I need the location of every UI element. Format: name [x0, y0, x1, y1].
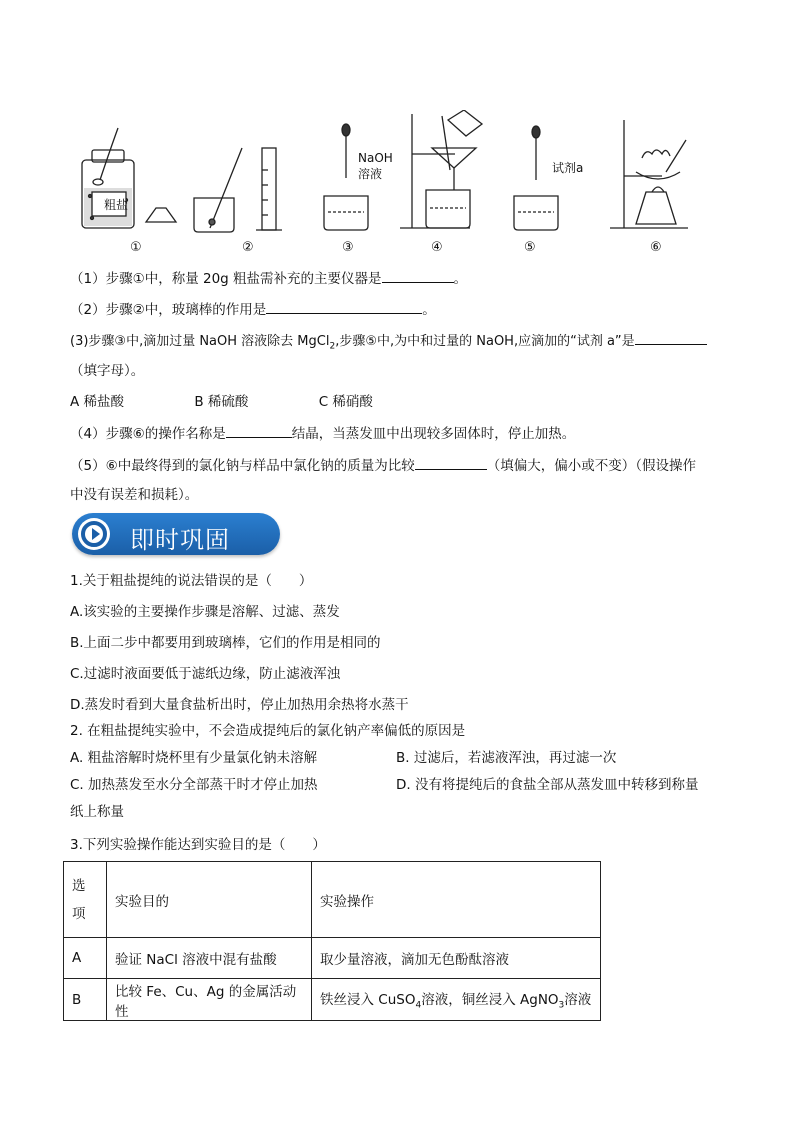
- section-title: 即时巩固: [130, 526, 230, 554]
- answer-blank[interactable]: [226, 423, 292, 438]
- practice-2-option-d: D. 没有将提纯后的食盐全部从蒸发皿中转移到称量: [396, 777, 699, 793]
- step-1-label: ①: [130, 240, 142, 255]
- practice-1-stem: 1.关于粗盐提纯的说法错误的是（ ）: [70, 573, 313, 589]
- reagent-jar-illustration: [82, 128, 176, 228]
- step-6-label: ⑥: [650, 240, 662, 255]
- step-5-label: ⑤: [524, 240, 536, 255]
- step-2-label: ②: [242, 240, 254, 255]
- step-4-label: ④: [431, 240, 443, 255]
- question-5: （5）⑥中最终得到的氯化钠与样品中氯化钠的质量为比较 （填偏大，偏小或不变）（假设操作: [70, 455, 696, 476]
- section-banner: [72, 513, 282, 557]
- table-row: B 比较 Fe、Cu、Ag 的金属活动性 铁丝浸入 CuSO$_4$溶液，铜丝浸入 AgNO$_3$溶液: [64, 979, 601, 1021]
- reagent-a-label: 试剂a: [552, 161, 584, 175]
- practice-2-option-a: A. 粗盐溶解时烧杯里有少量氯化钠未溶解: [70, 750, 318, 766]
- answer-blank[interactable]: [635, 330, 707, 345]
- practice-2-stem: 2. 在粗盐提纯实验中，不会造成提纯后的氯化钠产率偏低的原因是: [70, 723, 466, 739]
- practice-1-option-d: D.蒸发时看到大量食盐析出时，停止加热用余热将水蒸干: [70, 697, 409, 713]
- practice-2-option-d-cont: 纸上称量: [70, 804, 124, 820]
- naoh-label: NaOH: [358, 151, 393, 165]
- experiment-table: [63, 861, 601, 1021]
- practice-1-option-b: B.上面二步中都要用到玻璃棒，它们的作用是相同的: [70, 635, 381, 651]
- answer-blank[interactable]: [382, 268, 454, 283]
- question-5-cont: 中没有误差和损耗）。: [70, 487, 199, 503]
- question-3-note: （填字母）。: [70, 363, 145, 379]
- reagent-dropper-illustration: [514, 126, 558, 230]
- apparatus-figure: [70, 110, 730, 260]
- practice-1-option-a: A.该实验的主要操作步骤是溶解、过滤、蒸发: [70, 604, 340, 620]
- table-header-row: 选 项 实验目的 实验操作: [64, 862, 601, 938]
- practice-2-option-b: B. 过滤后，若滤液浑浊，再过滤一次: [396, 750, 617, 766]
- filtration-illustration: [400, 110, 482, 228]
- question-3: (3)步骤③中,滴加过量 NaOH 溶液除去 MgCl$_2$,步骤⑤中,为中和过量的 NaOH,应滴加的“试剂 a”是: [70, 330, 707, 357]
- step-3-label: ③: [342, 240, 354, 255]
- solution-label: 溶液: [358, 167, 383, 181]
- question-4: （4）步骤⑥的操作名称是 结晶，当蒸发皿中出现较多固体时，停止加热。: [70, 423, 575, 444]
- practice-2-option-c: C. 加热蒸发至水分全部蒸干时才停止加热: [70, 777, 318, 793]
- table-row: A 验证 NaCl 溶液中混有盐酸 取少量溶液，滴加无色酚酞溶液: [64, 938, 601, 979]
- question-2: （2）步骤②中，玻璃棒的作用是 。: [70, 299, 436, 320]
- practice-3-stem: 3.下列实验操作能达到实验目的是（ ）: [70, 837, 326, 853]
- answer-blank[interactable]: [266, 299, 422, 314]
- evaporation-illustration: [610, 120, 688, 228]
- answer-blank[interactable]: [415, 455, 487, 470]
- jar-label: 粗盐: [104, 198, 129, 212]
- practice-1-option-c: C.过滤时液面要低于滤纸边缘，防止滤液浑浊: [70, 666, 341, 682]
- question-1: （1）步骤①中，称量 20g 粗盐需补充的主要仪器是 。: [70, 268, 467, 289]
- arrow-circle-icon: [78, 518, 110, 550]
- beaker-rod-illustration: [194, 148, 282, 232]
- question-3-options: A 稀盐酸 B 稀硫酸 C 稀硝酸: [70, 394, 373, 410]
